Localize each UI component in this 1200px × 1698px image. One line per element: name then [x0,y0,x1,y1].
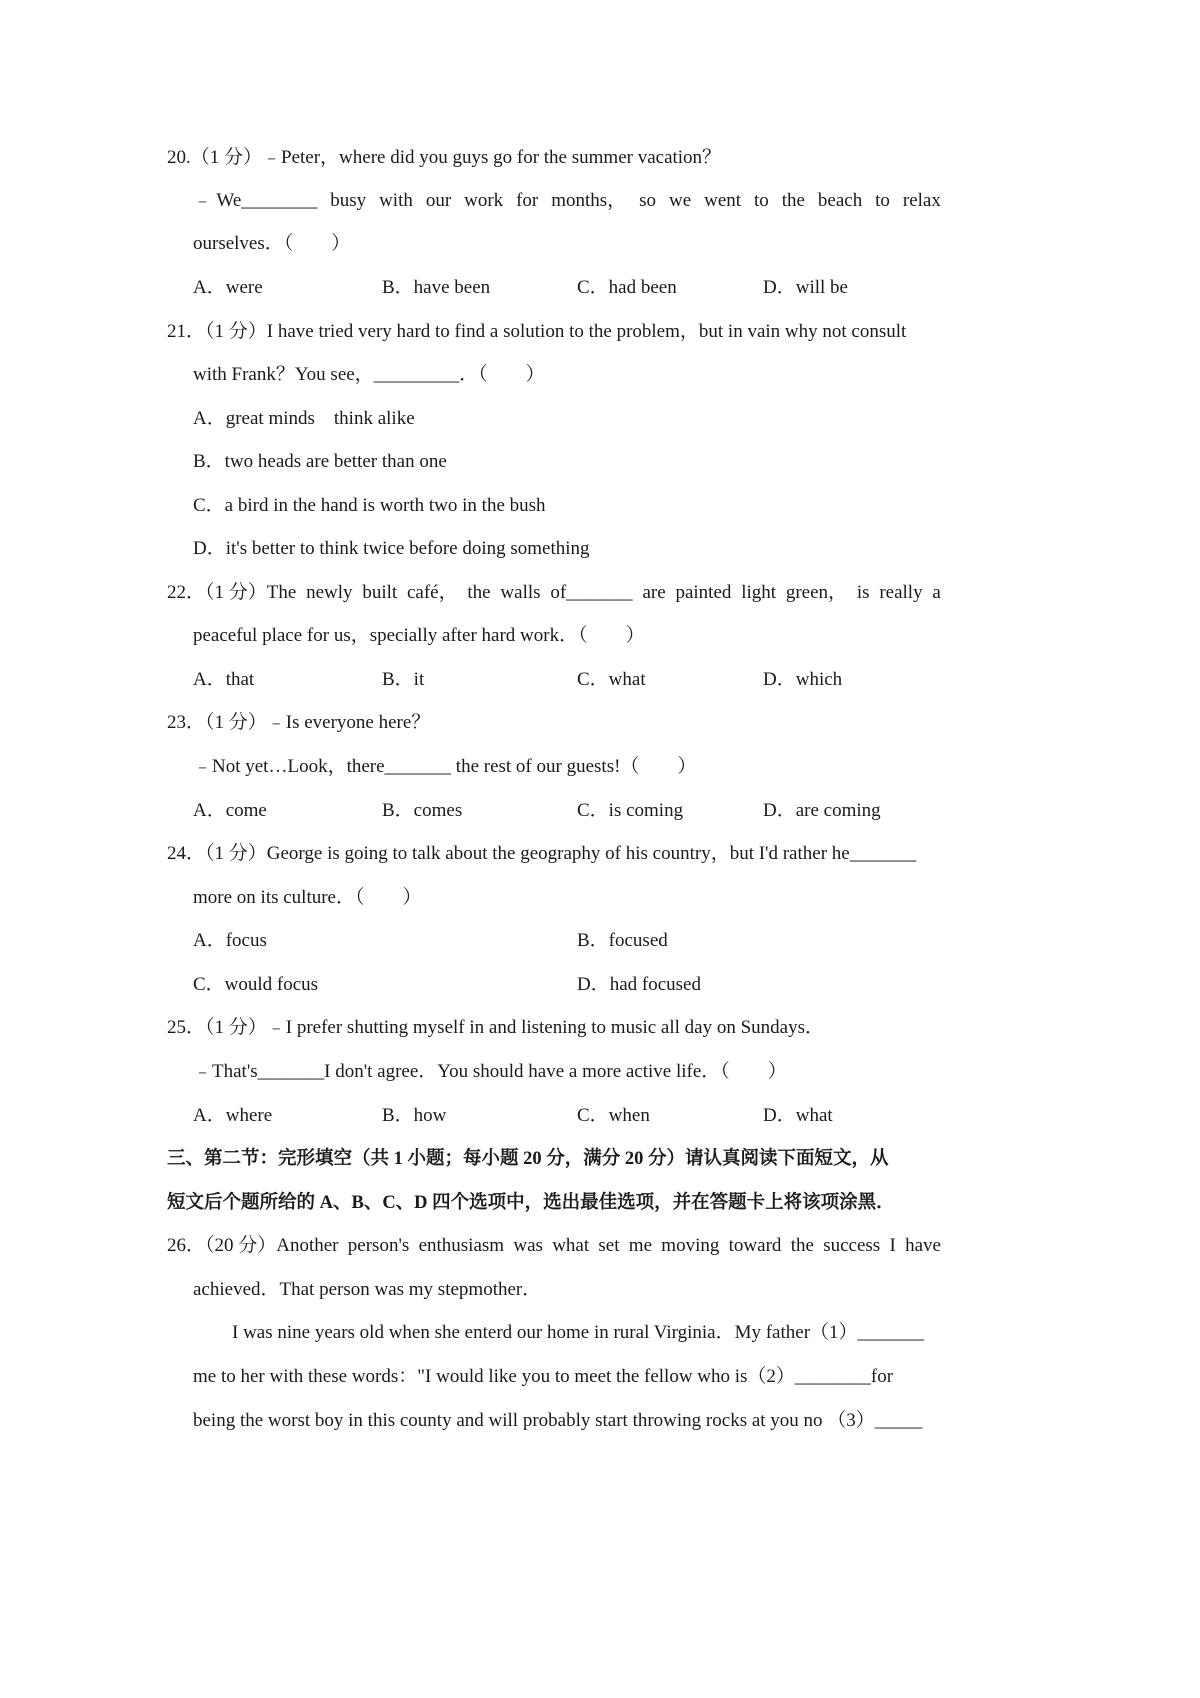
q21-option-b[interactable]: B．two heads are better than one [193,451,447,472]
word: café， [406,582,458,603]
q25-option-d[interactable]: D．what [763,1105,833,1126]
q23-line1: 23．（1 分）﹣Is everyone here？ [167,712,431,733]
q24-line2: more on its culture．（ ） [193,887,422,908]
word: enthusiasm [418,1235,505,1256]
word: toward [728,1235,782,1256]
word: are [642,582,666,603]
q25-line1: 25．（1 分）﹣I prefer shutting myself in and listening to music all day on Sundays． [167,1017,825,1038]
q22-option-b[interactable]: B．it [382,669,425,690]
word: success [823,1235,881,1256]
word: was [513,1235,543,1256]
word: newly [306,582,353,603]
word: built [362,582,398,603]
word: months， [551,190,627,211]
q26-line1 [167,1234,941,1258]
q26-line2: achieved．That person was my stepmother． [193,1279,542,1300]
word: relax [902,190,941,211]
q26-passage-line3: being the worst boy in this county and will probably start throwing rocks at you no （3）_____ [193,1410,923,1431]
q21-option-c[interactable]: C．a bird in the hand is worth two in the bush [193,495,546,516]
word: walls [500,582,541,603]
q20-line2 [193,189,941,213]
q22-option-c[interactable]: C．what [577,669,646,690]
word: light [741,582,777,603]
q23-line2: ﹣Not yet…Look，there_______ the rest of our guests!（ ） [193,756,697,777]
word: of_______ [550,582,633,603]
q25-option-b[interactable]: B．how [382,1105,447,1126]
q26-passage-line2: me to her with these words："I would like you to meet the fellow who is（2）________for [193,1366,894,1387]
word: set [598,1235,620,1256]
word: so [639,190,657,211]
q24-option-d[interactable]: D．had focused [577,974,701,995]
word: have [905,1235,941,1256]
word: to [875,190,890,211]
q22-option-a[interactable]: A．that [193,669,255,690]
section-heading-line2: 短文后个题所给的 A、B、C、D 四个选项中，选出最佳选项，并在答题卡上将该项涂黑． [167,1193,895,1213]
word: really [879,582,923,603]
word: to [753,190,769,211]
word: we [668,190,692,211]
word: beach [817,190,863,211]
q23-option-a[interactable]: A．come [193,800,267,821]
q20-option-b[interactable]: B．have been [382,277,491,298]
word: our [425,190,452,211]
q20-option-a[interactable]: A．were [193,277,263,298]
word: went [704,190,742,211]
q24-option-b[interactable]: B．focused [577,930,668,951]
word: for [516,190,539,211]
word: moving [661,1235,720,1256]
word: the [790,1235,814,1256]
word: I [889,1235,896,1256]
word: work [464,190,504,211]
q24-option-c[interactable]: C．would focus [193,974,319,995]
word: a [932,582,941,603]
word: 22．（1 分）The [167,582,297,603]
word: me [628,1235,653,1256]
section-heading-line1: 三、第二节：完形填空（共 1 小题；每小题 20 分，满分 20 分）请认真阅读下面短文，从 [167,1149,889,1169]
q22-option-d[interactable]: D．which [763,669,843,690]
q25-option-c[interactable]: C．when [577,1105,650,1126]
q25-line2: ﹣That's_______I don't agree．You should have a more active life．（ ） [193,1061,787,1082]
q24-line1: 24．（1 分）George is going to talk about the geography of his country，but I'd rather he_______ [167,843,917,864]
word: with [379,190,413,211]
q21-option-a[interactable]: A．great minds think alike [193,408,415,429]
q21-line1: 21．（1 分）I have tried very hard to find a solution to the problem，but in vain why not consult [167,321,907,342]
q20-stem: 20.（1 分）﹣Peter，where did you guys go for the summer vacation？ [167,147,722,168]
word: the [781,190,805,211]
word: is [856,582,870,603]
word: busy [330,190,367,211]
q23-option-d[interactable]: D．are coming [763,800,881,821]
word: the [467,582,491,603]
word: 26．（20 分）Another [167,1235,339,1256]
q20-option-c[interactable]: C．had been [577,277,677,298]
word: green， [785,582,848,603]
q24-option-a[interactable]: A．focus [193,930,267,951]
q23-option-b[interactable]: B．comes [382,800,463,821]
word: painted [675,582,732,603]
word: what [552,1235,590,1256]
q26-passage-line1: I was nine years old when she enterd our home in rural Virginia．My father（1）_______ [232,1322,925,1343]
q20-option-d[interactable]: D．will be [763,277,848,298]
q21-option-d[interactable]: D．it's better to think twice before doing something [193,538,590,559]
q25-option-a[interactable]: A．where [193,1105,273,1126]
q20-line3: ourselves．（ ） [193,233,351,254]
q23-option-c[interactable]: C．is coming [577,800,684,821]
q21-line2: with Frank？You see，_________．（ ） [193,364,545,385]
q22-line1 [167,581,941,605]
word: person's [347,1235,410,1256]
word: ﹣ We________ [193,190,318,211]
q22-line2: peaceful place for us，specially after hard work．（ ） [193,625,645,646]
